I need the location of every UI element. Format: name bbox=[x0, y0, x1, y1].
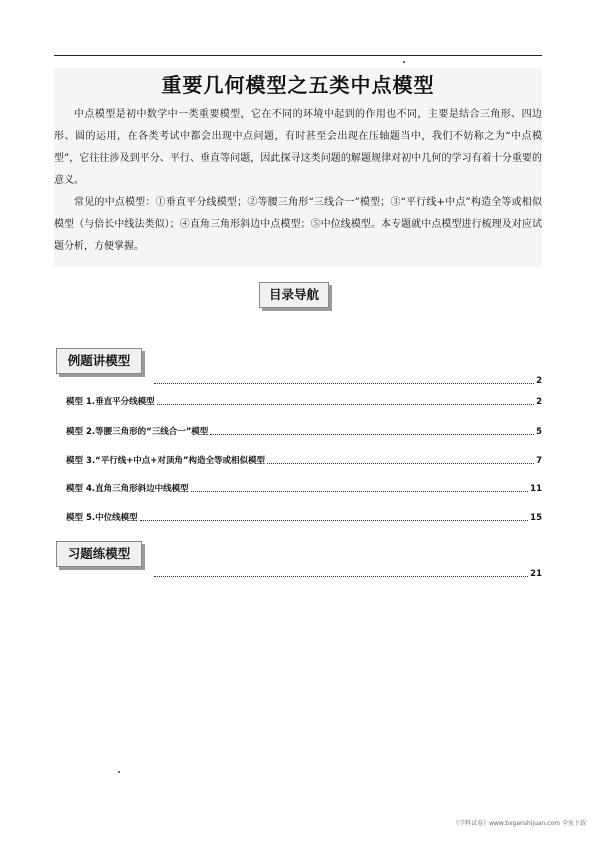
toc-heading: 目录导航 bbox=[259, 282, 329, 308]
document-title: 重要几何模型之五类中点模型 bbox=[161, 73, 435, 97]
speck-mark bbox=[118, 771, 120, 773]
toc-page-number: 5 bbox=[536, 427, 542, 437]
toc-leader-dots bbox=[157, 403, 534, 405]
toc-page-number: 21 bbox=[530, 569, 542, 579]
toc-leader-dots bbox=[154, 382, 534, 384]
toc-entry-model-3[interactable] bbox=[66, 453, 542, 467]
toc-entry-model-4[interactable] bbox=[66, 481, 542, 495]
toc-entry-model-1[interactable] bbox=[66, 394, 542, 408]
toc-entry-exercises[interactable] bbox=[152, 566, 542, 580]
speck-mark bbox=[403, 61, 405, 63]
toc-page-number: 2 bbox=[536, 397, 542, 407]
toc-page-number: 7 bbox=[536, 456, 542, 466]
toc-entry-model-5[interactable] bbox=[66, 510, 542, 524]
toc-leader-dots bbox=[210, 433, 534, 435]
header-rule bbox=[54, 55, 542, 56]
toc-leader-dots bbox=[154, 575, 528, 577]
toc-entry-model-2[interactable] bbox=[66, 424, 542, 438]
toc-page-number: 11 bbox=[530, 484, 542, 494]
toc-entry-label: 模型 5.中位线模型 bbox=[66, 513, 138, 523]
intro-text bbox=[54, 104, 542, 258]
toc-leader-dots bbox=[191, 490, 529, 492]
toc-leader-dots bbox=[267, 462, 534, 464]
section-exercises-heading[interactable]: 习题练模型 bbox=[56, 541, 142, 567]
intro-paragraph-1: 中点模型是初中数学中一类重要模型，它在不同的环境中起到的作用也不同，主要是结合三角形、四边形、圆的运用，在各类考试中都会出现中点问题，有时甚至会出现在压轴题当中，我们不妨称之为“中点模型”，它往往涉及到平分、平行、垂直等问题，因此探寻这类问题的解题规律对初中几何的学习有着十分重要的意义。 bbox=[54, 109, 542, 186]
toc-entry-label: 模型 1.垂直平分线模型 bbox=[66, 397, 155, 407]
footer-watermark: 《学科试卷》www.bxganshijuan.com 全免下载 bbox=[453, 820, 586, 827]
toc-page-number: 2 bbox=[536, 376, 542, 386]
toc-entry-examples[interactable] bbox=[152, 373, 542, 387]
intro-paragraph-2: 常见的中点模型：①垂直平分线模型；②等腰三角形“三线合一”模型；③“平行线+中点”构造全等或相似模型（与倍长中线法类似）；④直角三角形斜边中点模型；⑤中位线模型。本专题就中点模型进行梳理及对应试题分析，方便掌握。 bbox=[54, 197, 542, 252]
toc-entry-label: 模型 2.等腰三角形的“三线合一”模型 bbox=[66, 427, 209, 437]
toc-leader-dots bbox=[140, 519, 529, 521]
toc-entry-label: 模型 4.直角三角形斜边中线模型 bbox=[66, 484, 189, 494]
toc-page-number: 15 bbox=[530, 513, 542, 523]
toc-entry-label: 模型 3.“平行线+中点+对顶角”构造全等或相似模型 bbox=[66, 456, 266, 466]
section-examples-heading[interactable]: 例题讲模型 bbox=[56, 348, 142, 374]
